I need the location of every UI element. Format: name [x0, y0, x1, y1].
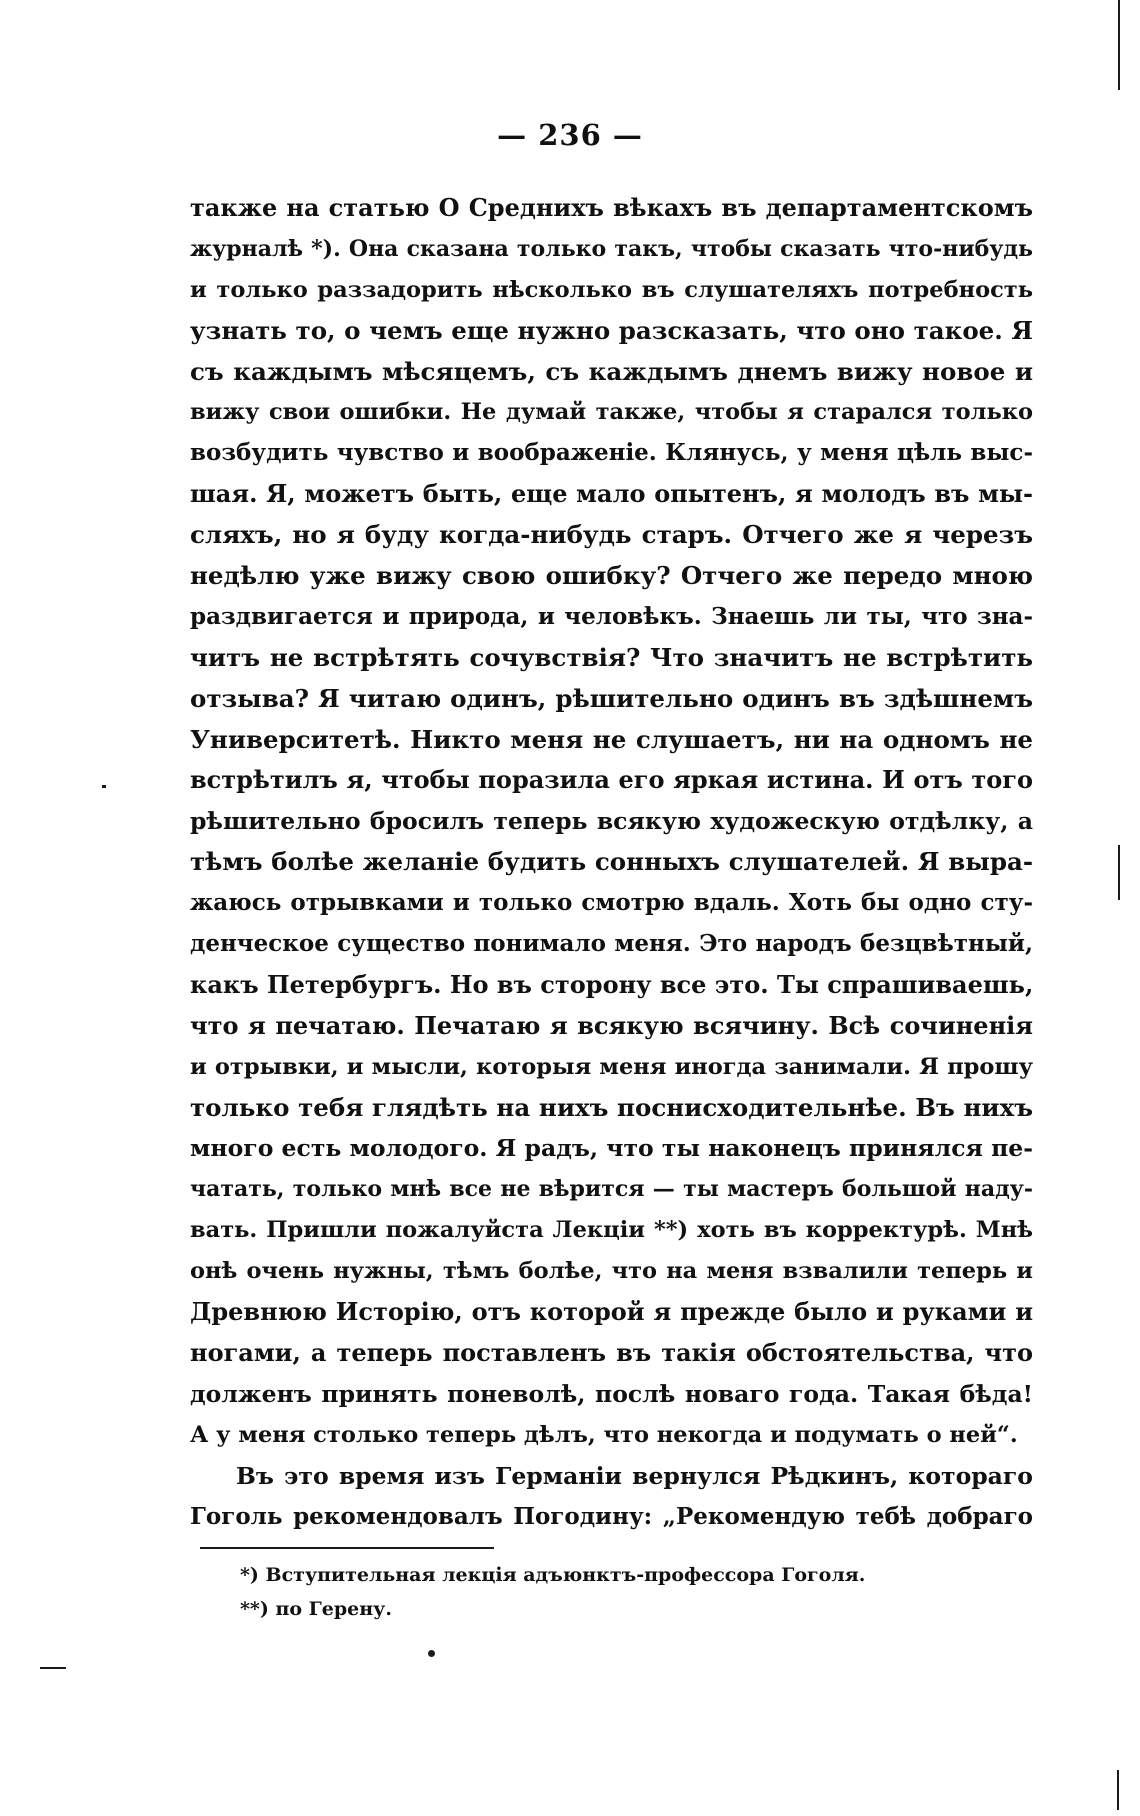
scan-mark	[40, 1667, 66, 1669]
scan-speck	[428, 1650, 435, 1657]
footnotes	[240, 1558, 1000, 1626]
text-line: рѣшительно бросилъ теперь всякую художескую отдѣлку, а	[190, 807, 1033, 836]
text-line: долженъ принять поневолѣ, послѣ новаго года. Такая бѣда!	[190, 1379, 1033, 1408]
text-line: шая. Я, можетъ быть, еще мало опытенъ, я молодъ въ мы-	[190, 479, 1033, 509]
footnote: **) по Герену.	[240, 1598, 392, 1620]
text-line: и отрывки, и мысли, которыя меня иногда занимали. Я прошу	[190, 1053, 1033, 1080]
scan-edge-line	[1118, 0, 1120, 90]
text-line: ногами, а теперь поставленъ въ такія обстоятельства, что	[190, 1337, 1033, 1367]
scan-edge-line	[1118, 845, 1120, 900]
footnote: *) Вступительная лекція адъюнктъ-профессора Гоголя.	[240, 1564, 866, 1586]
scan-speck	[102, 785, 106, 788]
text-line: раздвигается и природа, и человѣкъ. Знаешь ли ты, что зна-	[190, 602, 1033, 630]
text-line: отзыва? Я читаю одинъ, рѣшительно одинъ въ здѣшнемъ	[190, 683, 1033, 713]
text-line: Въ это время изъ Германіи вернулся Рѣдкинъ, котораго	[236, 1461, 1033, 1490]
text-line: узнать то, о чемъ еще нужно разсказать, что оно такое. Я	[190, 315, 1033, 345]
text-line: возбудить чувство и воображеніе. Клянусь, у меня цѣль выс-	[190, 439, 1033, 467]
body-text	[190, 188, 1033, 1537]
text-line: жаюсь отрывками и только смотрю вдаль. Хоть бы одно сту-	[190, 889, 1033, 917]
text-line: сляхъ, но я буду когда-нибудь старъ. Отчего же я черезъ	[190, 520, 1033, 550]
text-line: чатать, только мнѣ все не вѣрится — ты мастеръ большой наду-	[190, 1176, 1033, 1203]
text-line: встрѣтилъ я, чтобы поразила его яркая истина. И отъ того	[190, 765, 1033, 795]
text-line: много есть молодого. Я радъ, что ты наконецъ принялся пе-	[190, 1134, 1033, 1163]
page-number: — 236 —	[497, 118, 643, 152]
text-line: журналѣ *). Она сказана только такъ, чтобы сказать что-нибудь	[190, 235, 1033, 262]
text-line: Гоголь рекомендовалъ Погодину: „Рекомендую тебѣ добраго	[190, 1502, 1033, 1530]
scan-edge-line	[1117, 1770, 1119, 1810]
text-line: денческое существо понимало меня. Это народъ безцвѣтный,	[190, 930, 1033, 958]
text-line: вижу свои ошибки. Не думай также, чтобы я старался только	[190, 399, 1033, 426]
text-line: съ каждымъ мѣсяцемъ, съ каждымъ днемъ вижу новое и	[190, 356, 1033, 386]
text-line: только тебя глядѣть на нихъ поснисходительнѣе. Въ нихъ	[190, 1092, 1033, 1122]
text-line: Университетѣ. Никто меня не слушаетъ, ни на одномъ не	[190, 724, 1033, 754]
text-line: А у меня столько теперь дѣлъ, что некогда и подумать о ней“.	[190, 1421, 1018, 1448]
text-line: и только раззадорить нѣсколько въ слушателяхъ потребность	[190, 276, 1033, 303]
text-line: вать. Пришли пожалуйста Лекціи **) хоть въ корректурѣ. Мнѣ	[190, 1217, 1033, 1244]
text-line: что я печатаю. Печатаю я всякую всячину. Всѣ сочиненія	[190, 1010, 1033, 1040]
text-line: Древнюю Исторію, отъ которой я прежде было и руками и	[190, 1297, 1033, 1327]
text-line: недѣлю уже вижу свою ошибку? Отчего же передо мною	[190, 561, 1033, 591]
text-line: читъ не встрѣтять сочувствія? Что значитъ не встрѣтить	[190, 642, 1033, 672]
text-line: также на статью О Среднихъ вѣкахъ въ департаментскомъ	[190, 193, 1033, 222]
text-line: тѣмъ болѣе желаніе будить сонныхъ слушателей. Я выра-	[190, 847, 1033, 877]
text-line: какъ Петербургъ. Но въ сторону все это. Ты спрашиваешь,	[190, 969, 1034, 999]
text-line: онѣ очень нужны, тѣмъ болѣе, что на меня взвалили теперь и	[190, 1258, 1033, 1285]
footnote-divider	[200, 1547, 494, 1549]
